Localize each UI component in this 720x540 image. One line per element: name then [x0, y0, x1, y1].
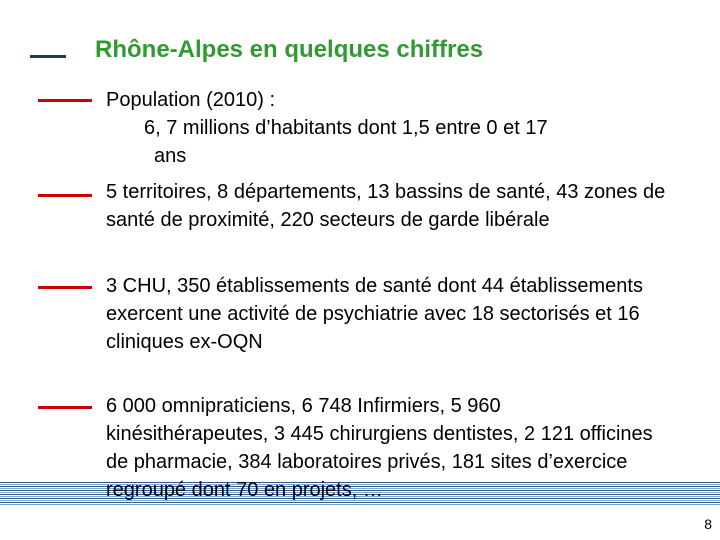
bullet-mark-2 — [38, 194, 92, 197]
slide-title: Rhône-Alpes en quelques chiffres — [95, 36, 484, 63]
bullet-item-professionnels: 6 000 omnipraticiens, 6 748 Infirmiers, 5 960 kinésithérapeutes, 3 445 chirurgiens dentistes, 2 121 officines de pharmacie, 384 laboratoires privés, 181 sites d’exercice regroupé dont 70 en projets, … — [106, 395, 653, 501]
bullet-mark-4 — [38, 406, 92, 409]
bullet-item-territoires: 5 territoires, 8 départements, 13 bassins de santé, 43 zones de santé de proximité, 220 secteurs de garde libérale — [106, 181, 666, 231]
population-detail-line2: ans — [154, 145, 187, 167]
page-number: 8 — [704, 516, 712, 532]
bullet-item-population — [106, 86, 666, 170]
title-dash — [30, 55, 66, 58]
population-label: Population (2010) : — [106, 89, 276, 111]
bullet-item-etablissements: 3 CHU, 350 établissements de santé dont 44 établissements exercent une activité de psychiatrie avec 18 sectorisés et 16 cliniques ex-OQN — [106, 275, 643, 353]
population-detail-line1: 6, 7 millions d’habitants dont 1,5 entre 0 et 17 — [144, 117, 548, 139]
bullet-mark-1 — [38, 99, 92, 102]
population-detail — [106, 114, 666, 170]
bullet-mark-3 — [38, 286, 92, 289]
